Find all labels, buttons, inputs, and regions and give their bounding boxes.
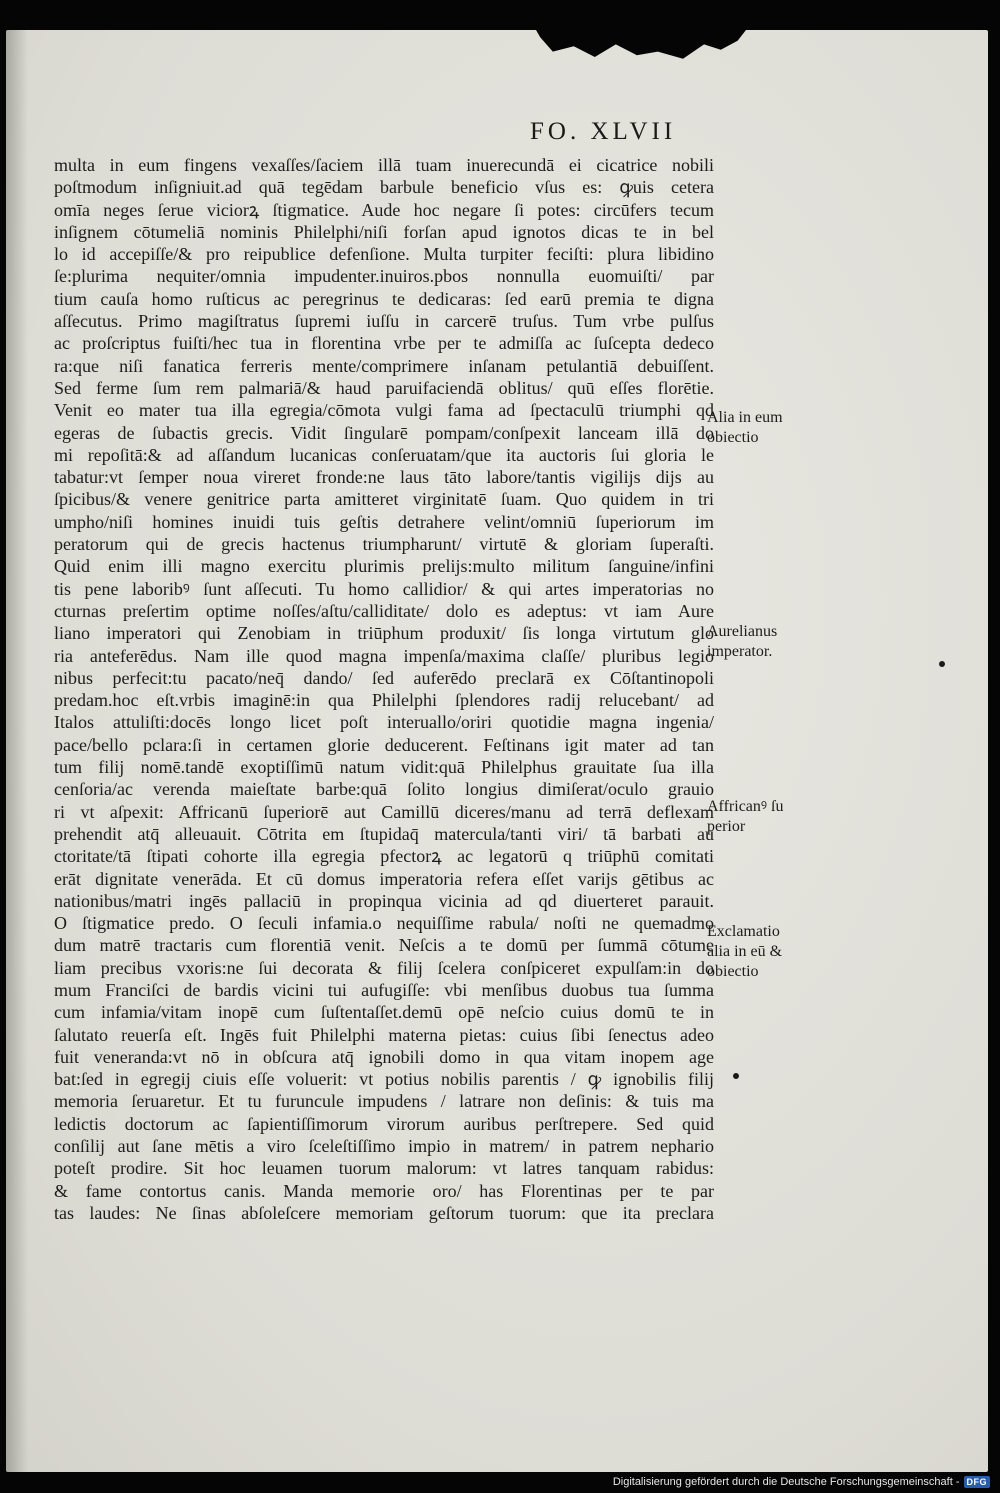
text-line: inſignem cōtumeliā nominis Philelphi/niſi forſan apud ignotos dicas te in bel (54, 221, 714, 242)
text-line: memoria ſeruaretur. Et tu furuncule impudens / latrare non deſinis: & tuis ma (54, 1091, 714, 1112)
text-line: Sed ferme ſum rem palmariā/& haud paruifaciendā oblitus/ quū eſſes florētie. (54, 377, 714, 398)
text-line: erāt dignitate venerāda. Et cū domus imperatoria refera eſſet varijs gētibus ac (54, 868, 714, 889)
text-line: ac proſcriptus fuiſti/hec tua in florentina vrbe per te admiſſa ac ſuſcepta dedeco (54, 333, 714, 354)
text-line: nationibus/matri ingēs pallaciū in propinqua vicinia ad qd diuerteret parauit. (54, 890, 714, 911)
text-line: lo id accepiſſe/& pro reipublice defenſione. Multa turpiter feciſti: plura libidino (54, 244, 714, 265)
text-line: Venit eo mater tua illa egregia/cōmota vulgi fama ad ſpectaculū triumphi qd (54, 400, 714, 421)
text-line: Quid enim illi magno exercitu plurimis prelijs:multo militum ſanguine/infini (54, 556, 714, 577)
text-line: predam.hoc eſt.vrbis imaginē:in qua Philelphi ſplendores radij relucebant/ ad (54, 690, 714, 711)
marginal-note-line: obiectio (707, 429, 759, 446)
ink-spot (733, 1073, 739, 1079)
marginal-note-line: Exclamatio (707, 923, 780, 940)
text-line: Italos attuliſti:docēs longo licet poſt interuallo/oriri quotidie magna ingenia/ (54, 712, 714, 733)
text-line: ctoritate/tā ſtipati cohorte illa egregia pfectorꝝ ac legatorū q triūphū comitati (54, 846, 714, 867)
text-line: tum filij nomē.tandē exoptiſſimū natum vidit:quā Philelphus grauitate ſua illa (54, 757, 714, 778)
marginal-note-exclamatio (707, 922, 817, 982)
footer-credit-text: Digitalisierung gefördert durch die Deutsche Forschungsgemeinschaft - (612, 1476, 960, 1488)
text-line: cenſoria/ac verenda maieſtate barbe:quā ſolito longius dimiſerat/oculo grauio (54, 779, 714, 800)
text-line: aſſecutus. Primo magiſtratus ſupremi iuſſu in carcerē truſus. Tum vrbe pulſus (54, 311, 714, 332)
ink-spot (939, 661, 945, 667)
marginal-note-alia-in-eum (707, 408, 817, 448)
digitization-footer (613, 1474, 990, 1490)
text-line: tis pene laboribꝰ ſunt aſſecuti. Tu homo callidior/ & qui artes imperatorias no (54, 578, 714, 599)
text-line: cturnas preſertim optime noſſes/aſtu/calliditate/ dolo es adeptus: vt iam Aure (54, 600, 714, 621)
torn-edge (536, 30, 746, 66)
marginal-note-line: alia in eū & (707, 943, 783, 960)
marginal-note-line: Affricanꝰ ſu (707, 798, 784, 815)
text-line: ledictis doctorum ac ſapientiſſimorum virorum auribus perſtrepere. Sed quid (54, 1113, 714, 1134)
text-line: poſtmodum inſigniuit.ad quā tegēdam barbule beneficio vſus es: ꝙuis cetera (54, 177, 714, 198)
text-line: conſilij aut ſane mētis a viro ſceleſtiſſimo impio in matrem/ in patrem nephario (54, 1136, 714, 1157)
marginal-note-line: obiectio (707, 963, 759, 980)
text-line: dum matrē tractaris cum florentiā venit. Neſcis a te domū per ſummā cōtume (54, 935, 714, 956)
text-line: omīa neges ſerue viciorꝝ ſtigmatice. Aude hoc negare ſi potes: circūfers tecum (54, 199, 714, 220)
text-line: fuit veneranda:vt nō in obſcura atq̄ ignobili domo in qua vitam inopem age (54, 1046, 714, 1067)
text-line: egeras de ſubactis grecis. Vidit ſingularē pompam/conſpexit lanceam illā do (54, 422, 714, 443)
text-line: cum infamia/vitam inopē cum ſuſtentaſſet.demū opē neſcio cuius domū te in (54, 1002, 714, 1023)
text-line: ſe:plurima nequiter/omnia impudenter.inuiros.pbos nonnulla euomuiſti/ par (54, 266, 714, 287)
text-line: bat:ſed in egregij ciuis eſſe voluerit: vt potius nobilis parentis / ꝙ ignobilis filij (54, 1069, 714, 1090)
text-line: umpho/niſi homines inuidi tuis geſtis detrahere velint/omniū ſuperiorum im (54, 511, 714, 532)
marginal-note-affricanus (707, 797, 817, 837)
marginal-note-line: perior (707, 818, 746, 835)
text-line: ra:que niſi fanatica ferreris mente/comprimere inſanam petulantiā debuiſſent. (54, 355, 714, 376)
spine-shadow (6, 30, 28, 1472)
text-line: liano imperatori qui Zenobiam in triūphum produxit/ ſis longa virtutum glo (54, 623, 714, 644)
marginal-note-line: Aurelianus (707, 623, 778, 640)
marginal-note-line: imperator. (707, 643, 773, 660)
text-line: mum Franciſci de bardis vicini tui aufugiſſe: vbi menſibus duobus tua ſumma (54, 979, 714, 1000)
text-line: tabatur:vt ſemper noua vireret fronde:ne laus tāto labore/tantis vigilijs dijs au (54, 467, 714, 488)
text-line: prehendit atq̄ alleuauit. Cōtrita em ſtupidaq̄ matercula/tanti viri/ tā barbati au (54, 823, 714, 844)
marginal-note-line: Alia in eum (707, 409, 783, 426)
folio-number: FO. XLVII (530, 118, 677, 145)
dfg-logo: DFG (964, 1476, 991, 1488)
text-line: O ſtigmatice predo. O ſeculi infamia.o nequiſſime rabula/ noſti ne quemadmo (54, 913, 714, 934)
text-line: peratorum qui de grecis hactenus triumpharunt/ virtutē & gloriam ſuperaſti. (54, 534, 714, 555)
text-line: nibus perfecit:tu pacato/neq̄ dando/ ſed auferēdo preclarā ex Cōſtantinopoli (54, 667, 714, 688)
marginal-note-aurelianus (707, 622, 817, 662)
text-line: ria anteferēdus. Nam ille quod magna impenſa/maxima claſſe/ pluribus legio (54, 645, 714, 666)
text-line: pace/bello pclara:ſi in certamen glorie deducerent. Feſtinans igit mater ad tan (54, 734, 714, 755)
text-line: & fame contortus canis. Manda memorie oro/ has Florentinas per te par (54, 1180, 714, 1201)
text-line: mi repoſitā:& ad aſſandum lucanicas conſeruatam/que ita auctoris ſui gloria le (54, 444, 714, 465)
text-line: ſalutato reuerſa eſt. Ingēs fuit Philelphi materna pietas: cuius ſibi ſenectus adeo (54, 1024, 714, 1045)
main-text-block (54, 154, 714, 1224)
text-line: ri vt aſpexit: Affricanū ſuperiorē aut Camillū diceres/manu ad terrā deflexam (54, 801, 714, 822)
text-line: tium cauſa homo ruſticus ac peregrinus te dedicaras: ſed earū premia te digna (54, 288, 714, 309)
text-line: poteſt prodire. Sit hoc leuamen tuorum malorum: vt latres tanquam rabidus: (54, 1158, 714, 1179)
text-line: multa in eum fingens vexaſſes/ſaciem illā tuam inuerecundā ei cicatrice nobili (54, 155, 714, 175)
text-line: tas laudes: Ne ſinas abſoleſcere memoriam geſtorum tuorum: que ita preclara (54, 1202, 714, 1223)
text-line: liam precibus vxoris:ne ſui decorata & filij ſcelera conſpiceret expulſam:in do (54, 957, 714, 978)
text-line: ſpicibus/& venere genitrice parta amitteret virginitatē ſuam. Quo quidem in tri (54, 489, 714, 510)
